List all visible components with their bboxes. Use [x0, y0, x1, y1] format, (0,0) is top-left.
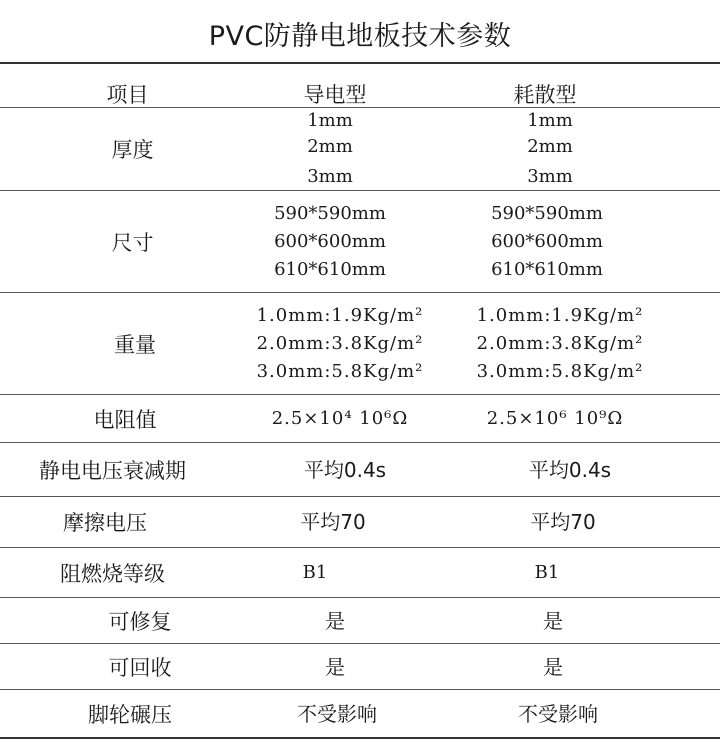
table-row-friction — [0, 497, 720, 547]
value-line: 是 — [543, 608, 563, 633]
row-label: 重量 — [114, 332, 156, 357]
row-label: 可修复 — [108, 609, 172, 634]
value-line: 600*600mm — [491, 230, 603, 252]
value-line: 平均0.4s — [528, 457, 612, 482]
row-label: 可回收 — [108, 655, 172, 680]
value-line: 3mm — [527, 166, 573, 187]
value-line: 不受影响 — [297, 701, 377, 726]
row-label: 厚度 — [111, 138, 154, 162]
row-label: 尺寸 — [111, 230, 154, 255]
table-row-caster — [0, 690, 720, 737]
row-label: 电阻值 — [93, 407, 157, 432]
value-line: 是 — [325, 608, 345, 633]
table-header-row — [0, 78, 720, 110]
table-row-weight — [0, 293, 720, 394]
table-row-flame — [0, 548, 720, 597]
value-line: 2mm — [307, 136, 353, 157]
value-line: 1.0mm:1.9Kg/m² — [476, 304, 644, 326]
table-row-thickness — [0, 108, 720, 190]
value-line: 1mm — [527, 110, 573, 131]
row-label: 摩擦电压 — [63, 511, 147, 535]
value-line: 2.5×10⁴ 10⁶Ω — [271, 407, 409, 429]
page-title: PVC防静电地板技术参数 — [208, 21, 512, 52]
table-row-size — [0, 191, 720, 292]
value-line: 是 — [543, 654, 563, 679]
value-line: 不受影响 — [518, 701, 598, 726]
table-row-resistance — [0, 395, 720, 442]
table-row-decay — [0, 443, 720, 496]
value-line: 平均70 — [300, 510, 366, 534]
value-line: 590*590mm — [274, 202, 386, 224]
value-line: 2.5×10⁶ 10⁹Ω — [486, 407, 624, 429]
value-line: 是 — [325, 654, 345, 679]
value-line: B1 — [534, 561, 560, 583]
value-line: 600*600mm — [274, 230, 386, 252]
value-line: 1.0mm:1.9Kg/m² — [256, 304, 424, 326]
value-line: 1mm — [307, 110, 353, 131]
value-line: 610*610mm — [274, 258, 386, 280]
header-dissipative: 耗散型 — [513, 83, 577, 107]
value-line: 平均70 — [530, 510, 596, 534]
value-line: 2mm — [527, 136, 573, 157]
table-bottom-rule — [0, 737, 720, 739]
table-row-repairable — [0, 598, 720, 643]
row-label: 静电电压衰减期 — [39, 458, 186, 483]
table-top-rule — [0, 62, 720, 64]
row-label: 脚轮碾压 — [88, 702, 172, 727]
value-line: 3.0mm:5.8Kg/m² — [256, 360, 424, 382]
value-line: 610*610mm — [491, 258, 603, 280]
table-row-recyclable — [0, 644, 720, 689]
value-line: 3mm — [307, 166, 353, 187]
header-conductive: 导电型 — [303, 83, 367, 107]
row-label: 阻燃烧等级 — [60, 561, 165, 586]
value-line: B1 — [302, 561, 328, 583]
value-line: 2.0mm:3.8Kg/m² — [256, 332, 424, 354]
value-line: 平均0.4s — [303, 457, 387, 482]
header-item: 项目 — [106, 83, 149, 107]
value-line: 2.0mm:3.8Kg/m² — [476, 332, 644, 354]
value-line: 3.0mm:5.8Kg/m² — [476, 360, 644, 382]
value-line: 590*590mm — [491, 202, 603, 224]
